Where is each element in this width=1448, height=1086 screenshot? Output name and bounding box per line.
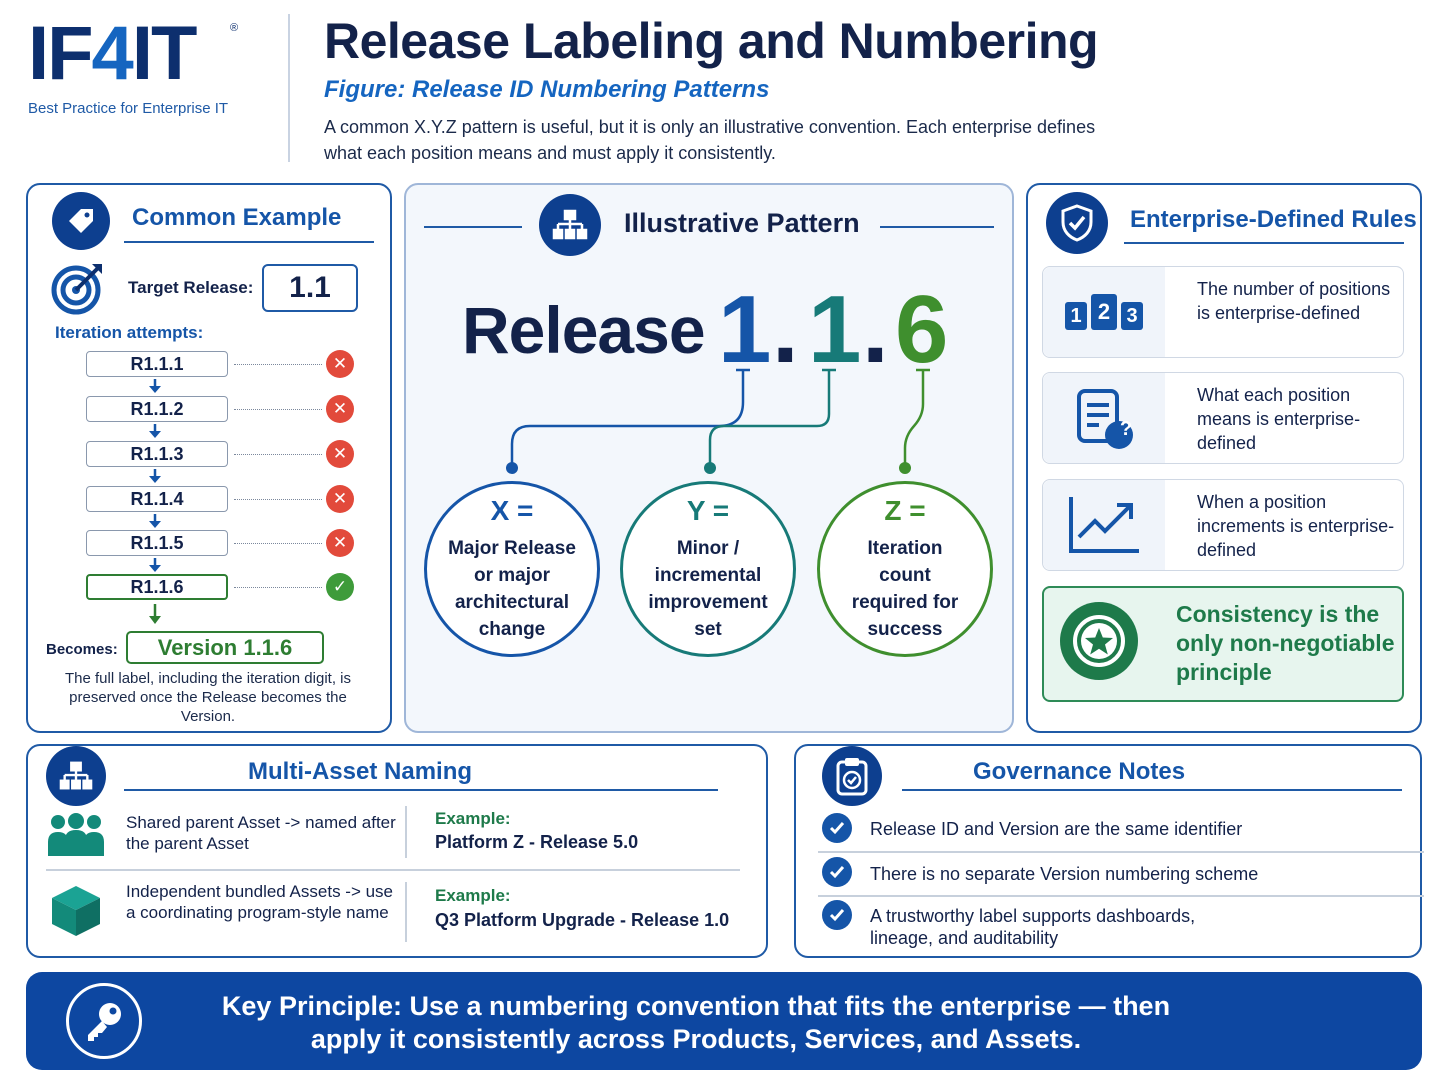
- column-divider: [405, 882, 407, 942]
- position-x-key: X =: [490, 495, 534, 526]
- column-divider: [405, 806, 407, 858]
- question-glyph: ?: [1119, 418, 1133, 440]
- iteration-attempts-label: Iteration attempts:: [55, 323, 204, 342]
- attempt-r112: R1.1.2: [86, 396, 228, 422]
- arrow-down-icon: [148, 514, 162, 528]
- governance-note-2: There is no separate Version numbering scheme: [870, 864, 1259, 884]
- success-check-icon: ✓: [326, 573, 354, 601]
- attempt-r116: R1.1.6: [86, 574, 228, 600]
- check-circle-icon: [822, 857, 852, 887]
- star-badge-icon: [1060, 602, 1138, 680]
- logo-prefix: IF: [28, 11, 92, 96]
- enterprise-rules-title: Enterprise-Defined Rules: [1130, 206, 1417, 233]
- row-divider: [818, 895, 1424, 897]
- illustrative-pattern-title: Illustrative Pattern: [624, 208, 860, 238]
- tag-icon: [52, 192, 110, 250]
- title-rule-right: [880, 226, 994, 228]
- becomes-label: Becomes:: [46, 641, 118, 658]
- target-icon: [50, 260, 106, 316]
- governance-note-1: Release ID and Version are the same identifier: [870, 819, 1243, 839]
- rule-card-meaning: [1042, 372, 1404, 464]
- rule-card-increments: [1042, 479, 1404, 571]
- digit-x: 1: [718, 276, 772, 383]
- key-icon: [66, 983, 142, 1059]
- position-z-circle: [817, 481, 993, 657]
- leader-line: [234, 409, 322, 410]
- document-question-icon: [1043, 373, 1165, 463]
- example-label: Example:: [435, 886, 511, 905]
- target-release-label: Target Release:: [128, 278, 254, 297]
- attempt-r113: R1.1.3: [86, 441, 228, 467]
- position-z-key: Z =: [884, 495, 926, 526]
- preserve-note: The full label, including the iteration digit, is preserved once the Release becomes the Version.: [65, 670, 351, 725]
- attempt-r114: R1.1.4: [86, 486, 228, 512]
- logo-tagline: Best Practice for Enterprise IT: [28, 100, 229, 117]
- governance-title: Governance Notes: [973, 758, 1186, 785]
- key-principle-text: Key Principle: Use a numbering convention that fits the enterprise — then apply it consistently across Products, Services, and Assets.: [221, 991, 1171, 1054]
- clipboard-check-icon: [822, 746, 882, 806]
- check-circle-icon: [822, 813, 852, 843]
- hierarchy-icon: [539, 194, 601, 256]
- position-y-desc: Minor / incremental improvement set: [648, 538, 768, 640]
- leader-line: [234, 454, 322, 455]
- arrow-down-icon: [148, 424, 162, 438]
- title-rule: [902, 789, 1402, 791]
- number-two-tile: 2: [1091, 294, 1117, 330]
- title-rule: [124, 241, 374, 243]
- logo-suffix: IT: [131, 11, 196, 96]
- header-divider: [288, 14, 290, 162]
- dot-separator: .: [772, 276, 799, 383]
- rule-text-increments: When a position increments is enterprise-defined: [1197, 492, 1395, 560]
- dot-separator: .: [862, 276, 889, 383]
- intro-text: A common X.Y.Z pattern is useful, but it is only an illustrative convention. Each enterprise defines what each position means and must apply it consistently.: [324, 117, 1096, 163]
- digit-z: 6: [895, 276, 949, 383]
- governance-note-3: A trustworthy label supports dashboards, lineage, and auditability: [870, 906, 1196, 948]
- fail-icon: ✕: [326, 529, 354, 557]
- fail-icon: ✕: [326, 395, 354, 423]
- position-x-desc: Major Release or major architectural change: [448, 538, 576, 640]
- figure-subtitle: Figure: Release ID Numbering Patterns: [324, 76, 770, 103]
- leader-line: [234, 499, 322, 500]
- title-rule-left: [424, 226, 522, 228]
- page-title: Release Labeling and Numbering: [324, 13, 1099, 69]
- attempt-r111: R1.1.1: [86, 351, 228, 377]
- rule-text-meaning: What each position means is enterprise-defined: [1197, 385, 1361, 453]
- arrow-down-icon: [148, 469, 162, 483]
- leader-line: [234, 587, 322, 588]
- registered-mark: ®: [230, 22, 239, 34]
- logo: [28, 11, 196, 96]
- fail-icon: ✕: [326, 440, 354, 468]
- digit-y: 1: [808, 276, 862, 383]
- arrow-down-icon: [148, 379, 162, 393]
- rule-text-positions: The number of positions is enterprise-defined: [1197, 279, 1391, 323]
- asset-independent-text: Independent bundled Assets -> use a coordinating program-style name: [126, 882, 394, 922]
- fail-icon: ✕: [326, 485, 354, 513]
- fail-icon: ✕: [326, 350, 354, 378]
- hierarchy-icon: [46, 746, 106, 806]
- example-value: Platform Z - Release 5.0: [435, 832, 639, 852]
- row-divider: [46, 869, 740, 871]
- multi-asset-title: Multi-Asset Naming: [248, 758, 473, 785]
- people-group-icon: [46, 812, 106, 858]
- position-y-key: Y =: [686, 495, 730, 526]
- target-release-value: 1.1: [262, 264, 358, 312]
- rule-card-positions: [1042, 266, 1404, 358]
- shield-check-icon: [1046, 192, 1108, 254]
- position-z-desc: Iteration count required for success: [851, 538, 959, 640]
- leader-line: [234, 364, 322, 365]
- connector-lines: [404, 364, 1014, 476]
- position-y-circle: [620, 481, 796, 657]
- leader-line: [234, 543, 322, 544]
- position-x-circle: [424, 481, 600, 657]
- cube-icon: [48, 882, 104, 938]
- example-value: Q3 Platform Upgrade - Release 1.0: [435, 910, 730, 930]
- release-word: Release: [462, 293, 705, 367]
- title-rule: [1124, 242, 1404, 244]
- arrow-down-icon: [148, 604, 162, 624]
- row-divider: [818, 851, 1424, 853]
- asset-shared-parent-text: Shared parent Asset -> named after the parent Asset: [126, 813, 396, 853]
- title-rule: [124, 789, 718, 791]
- numbers-icon: [1043, 267, 1165, 357]
- consistency-principle-text: Consistency is the only non-negotiable principle: [1176, 601, 1395, 685]
- number-one-tile: 1: [1065, 302, 1087, 330]
- number-three-tile: 3: [1121, 302, 1143, 330]
- version-result: Version 1.1.6: [126, 631, 324, 664]
- example-label: Example:: [435, 809, 511, 828]
- trend-chart-icon: [1043, 480, 1165, 570]
- common-example-title: Common Example: [132, 204, 342, 231]
- attempt-r115: R1.1.5: [86, 530, 228, 556]
- arrow-down-icon: [148, 558, 162, 572]
- logo-four: 4: [91, 11, 132, 96]
- check-circle-icon: [822, 900, 852, 930]
